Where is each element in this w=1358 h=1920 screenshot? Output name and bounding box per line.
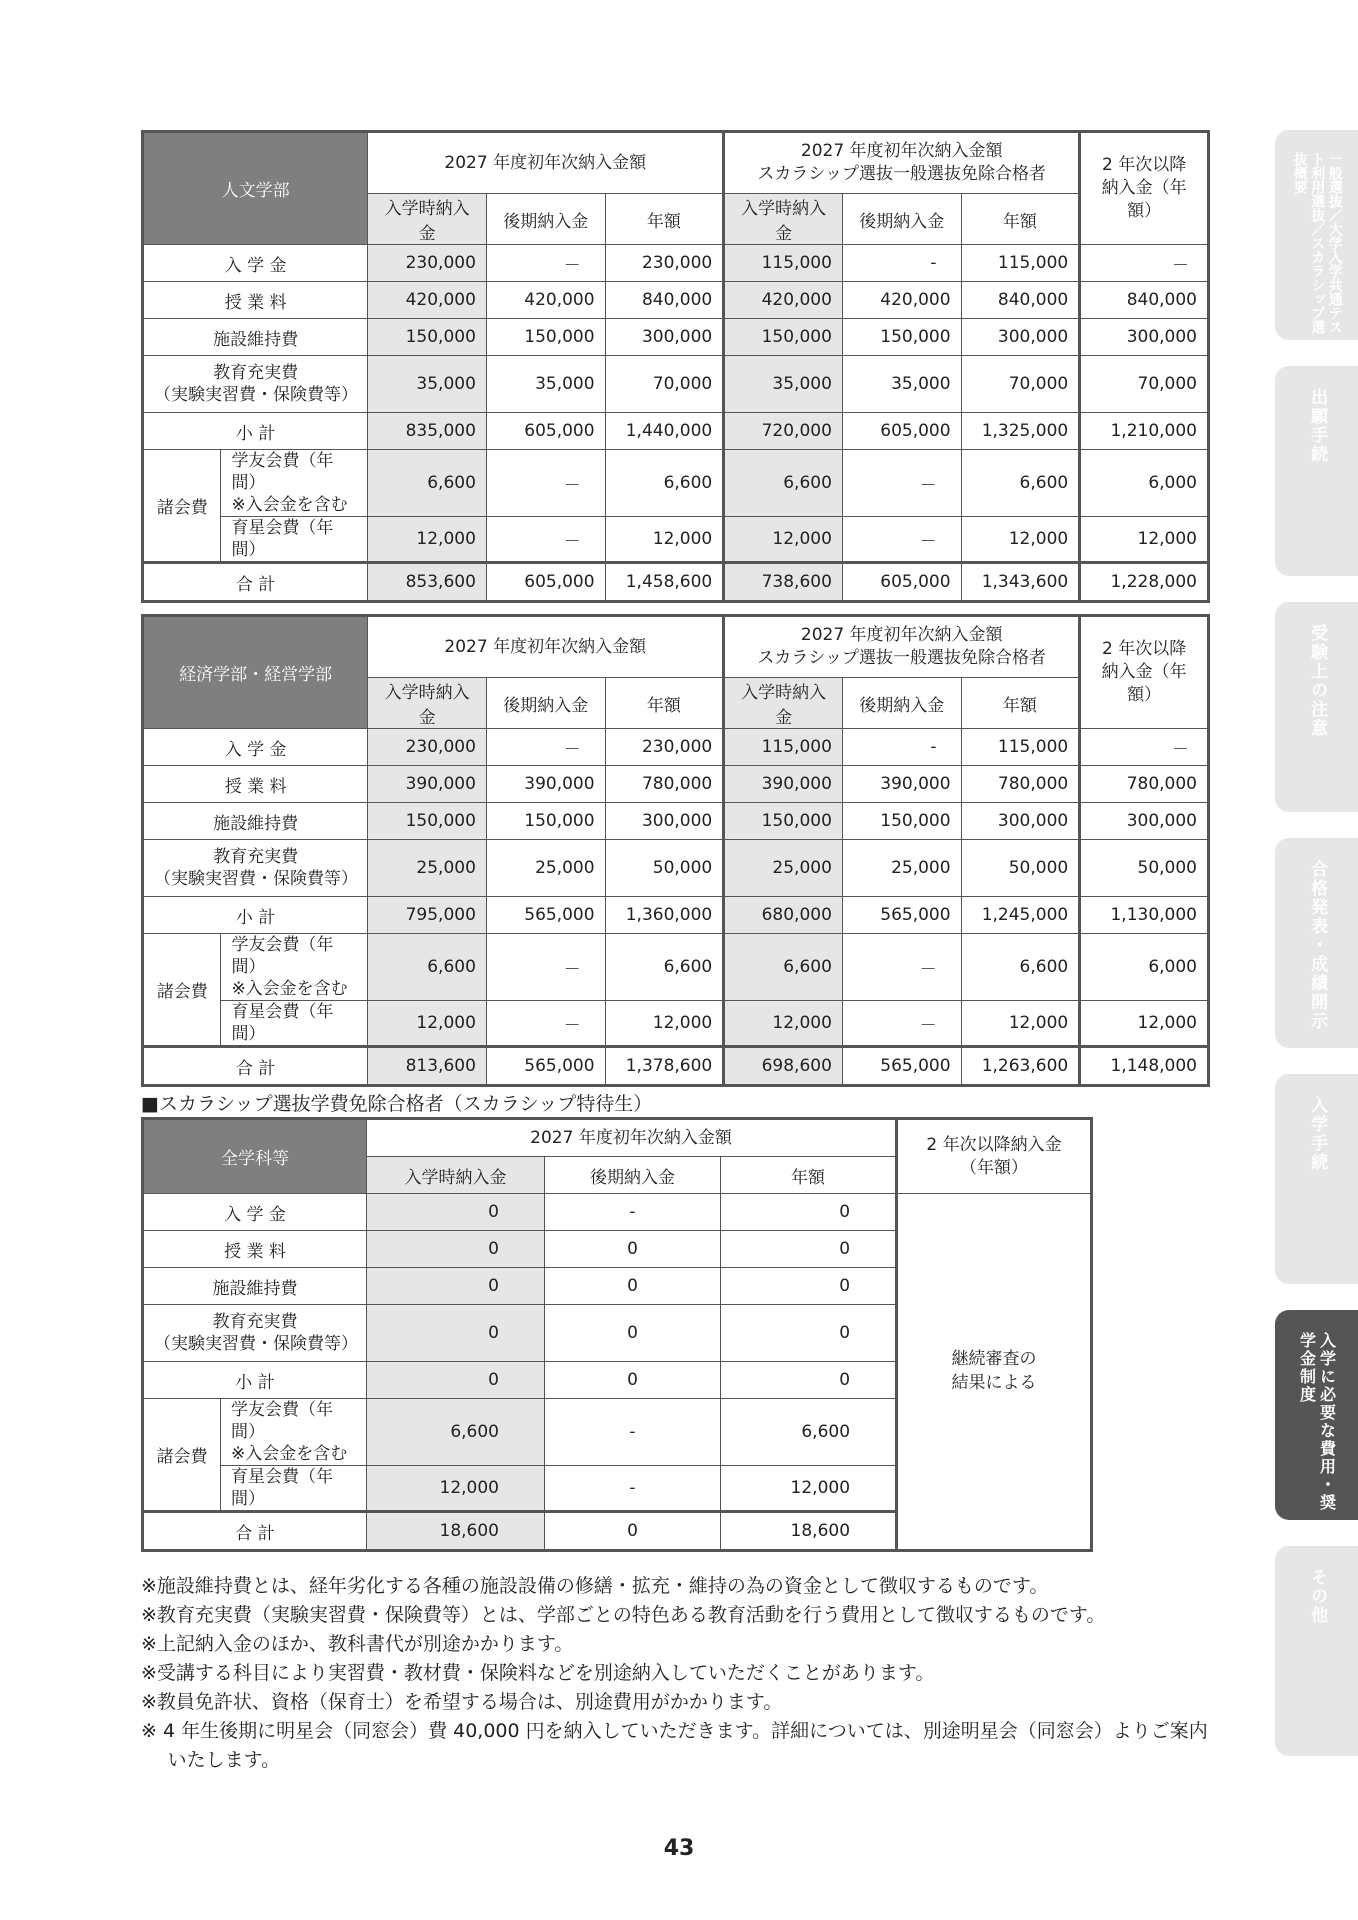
column-header: 後期納入金: [486, 678, 605, 729]
table-cell: -: [842, 245, 961, 282]
note-item: ※施設維持費とは、経年劣化する各種の施設設備の修繕・拡充・維持の為の資金として徴収するものです。: [141, 1575, 1049, 1597]
side-tab-label: 入学手続: [1307, 1096, 1328, 1172]
cell-line: 納入金（年額）: [1101, 178, 1187, 221]
table-cell: 115,000: [961, 729, 1080, 766]
row-label: 合 計: [143, 1512, 367, 1551]
table-cell: 0: [721, 1305, 897, 1362]
table-cell: 0: [545, 1231, 721, 1268]
table-cell: 565,000: [842, 897, 961, 934]
table-cell: 720,000: [724, 413, 843, 450]
table-cell: 565,000: [486, 1047, 605, 1086]
side-tab-exam-notes[interactable]: [1275, 602, 1358, 812]
cell-line: 結果による: [951, 1372, 1037, 1393]
table-cell: 12,000: [367, 1466, 545, 1512]
note-item: ※教育充実費（実験実習費・保険費等）とは、学部ごとの特色ある教育活動を行う費用として徴収するものです。: [141, 1604, 1106, 1626]
table-cell: 738,600: [724, 563, 843, 602]
column-header: 年額: [721, 1157, 897, 1194]
column-header: 入学時納入金: [367, 1157, 545, 1194]
table-cell: 1,325,000: [961, 413, 1080, 450]
table-cell: 1,458,600: [605, 563, 724, 602]
table-cell: 50,000: [605, 840, 724, 897]
table-cell: 115,000: [724, 729, 843, 766]
table-cell: －: [486, 517, 605, 563]
table-cell: 12,000: [605, 517, 724, 563]
table-cell: －: [842, 450, 961, 517]
table-cell: －: [1080, 245, 1209, 282]
table-cell: 605,000: [842, 413, 961, 450]
table-cell: －: [486, 934, 605, 1001]
dept-header: 全学科等: [143, 1119, 367, 1194]
row-label: 授 業 料: [143, 1231, 367, 1268]
side-tab-label: 入学に必要な費用・奨学金制度: [1297, 1332, 1337, 1512]
cell-line: （実験実習費・保険費等）: [154, 869, 358, 889]
table-cell: 300,000: [961, 803, 1080, 840]
table-cell: 12,000: [961, 517, 1080, 563]
scholarship-section-title: ■スカラシップ選抜学費免除合格者（スカラシップ特待生）: [141, 1093, 653, 1115]
cell-line: （年額）: [960, 1157, 1029, 1178]
table-cell: 50,000: [1080, 840, 1209, 897]
table-cell: -: [545, 1466, 721, 1512]
row-label: 施設維持費: [143, 803, 368, 840]
fee-table-humanities: [141, 130, 1210, 603]
table-cell: 6,600: [367, 1399, 545, 1466]
side-tab-application[interactable]: [1275, 366, 1358, 576]
row-label: [221, 934, 368, 1001]
row-label: 授 業 料: [143, 282, 368, 319]
table-cell: 150,000: [842, 803, 961, 840]
table-cell: 150,000: [486, 319, 605, 356]
table-cell: －: [486, 450, 605, 517]
continuation-note: [897, 1194, 1092, 1551]
dept-header: 人文学部: [143, 132, 368, 245]
side-tab-label: 一般選抜／大学入学共通テスト利用選抜／スカラシップ選抜概要: [1291, 152, 1343, 334]
table-cell: 1,263,600: [961, 1047, 1080, 1086]
table-cell: 1,343,600: [961, 563, 1080, 602]
page-number: 43: [663, 1836, 695, 1861]
column-header: 入学時納入金: [724, 678, 843, 729]
fee-table-economics: [141, 614, 1210, 1087]
table-cell: 840,000: [961, 282, 1080, 319]
fee-table-scholarship: [141, 1117, 1093, 1552]
column-header: 年額: [961, 194, 1080, 245]
cell-line: 2 年次以降納入金: [926, 1134, 1062, 1155]
table-cell: 18,600: [367, 1512, 545, 1551]
side-tab-fees-scholarship[interactable]: [1275, 1310, 1358, 1520]
table-cell: 0: [367, 1305, 545, 1362]
table-cell: 420,000: [486, 282, 605, 319]
table-cell: 795,000: [368, 897, 487, 934]
table-cell: -: [842, 729, 961, 766]
table-cell: 12,000: [724, 517, 843, 563]
table-cell: 0: [721, 1362, 897, 1399]
table-cell: 25,000: [486, 840, 605, 897]
table-cell: 853,600: [368, 563, 487, 602]
cell-line: スカラシップ選抜一般選抜免除合格者: [757, 164, 1047, 184]
table-cell: 840,000: [1080, 282, 1209, 319]
table-cell: 780,000: [605, 766, 724, 803]
table-cell: 6,600: [368, 934, 487, 1001]
side-tab-label: 受験上の注意: [1307, 624, 1328, 738]
table-cell: 25,000: [842, 840, 961, 897]
table-cell: 420,000: [842, 282, 961, 319]
side-tab-other[interactable]: [1275, 1546, 1358, 1756]
column-header: [1080, 132, 1209, 245]
table-cell: －: [486, 245, 605, 282]
column-header: [897, 1119, 1092, 1194]
cell-line: 2 年次以降: [1101, 155, 1187, 176]
table-cell: 1,360,000: [605, 897, 724, 934]
cell-line: （実験実習費・保険費等）: [154, 1334, 358, 1354]
row-label: 小 計: [143, 897, 368, 934]
table-cell: 390,000: [842, 766, 961, 803]
column-header: 後期納入金: [842, 678, 961, 729]
table-cell: 150,000: [842, 319, 961, 356]
row-label: 諸会費: [143, 934, 221, 1047]
note-item: ※受講する科目により実習費・教材費・保険料などを別途納入していただくことがあります。: [141, 1662, 935, 1684]
cell-line: 2 年次以降: [1101, 639, 1187, 660]
row-label: 授 業 料: [143, 766, 368, 803]
column-header: 後期納入金: [545, 1157, 721, 1194]
table-cell: 390,000: [486, 766, 605, 803]
column-header: 年額: [961, 678, 1080, 729]
row-label: 入 学 金: [143, 729, 368, 766]
table-cell: 390,000: [368, 766, 487, 803]
table-cell: 300,000: [1080, 319, 1209, 356]
table-cell: 605,000: [842, 563, 961, 602]
dept-header: 経済学部・経営学部: [143, 616, 368, 729]
side-tab-overview[interactable]: [1275, 130, 1358, 340]
table-cell: 1,378,600: [605, 1047, 724, 1086]
table-cell: 150,000: [486, 803, 605, 840]
row-label: 育星会費（年間）: [221, 1466, 367, 1512]
table-cell: 300,000: [605, 319, 724, 356]
note-item: ※上記納入金のほか、教科書代が別途かかります。: [141, 1633, 574, 1655]
table-cell: 115,000: [961, 245, 1080, 282]
table-cell: 115,000: [724, 245, 843, 282]
table-cell: 70,000: [961, 356, 1080, 413]
row-label: [221, 1399, 367, 1466]
table-cell: 300,000: [605, 803, 724, 840]
table-cell: 12,000: [724, 1001, 843, 1047]
table-cell: 25,000: [368, 840, 487, 897]
table-cell: 420,000: [724, 282, 843, 319]
table-cell: 150,000: [724, 319, 843, 356]
row-label: 施設維持費: [143, 1268, 367, 1305]
table-cell: 1,440,000: [605, 413, 724, 450]
side-tab-label: 合格発表・成績開示: [1307, 860, 1328, 1031]
table-cell: 12,000: [961, 1001, 1080, 1047]
cell-line: 学友会費（年間）: [231, 1400, 333, 1443]
table-cell: 0: [545, 1512, 721, 1551]
table-cell: 0: [721, 1268, 897, 1305]
table-cell: 6,000: [1080, 450, 1209, 517]
table-cell: 150,000: [368, 803, 487, 840]
table-cell: 150,000: [368, 319, 487, 356]
column-header: 入学時納入金: [368, 678, 487, 729]
row-label: [143, 356, 368, 413]
cell-line: 納入金（年額）: [1101, 662, 1187, 705]
table-cell: 12,000: [1080, 517, 1209, 563]
table-cell: 230,000: [368, 729, 487, 766]
table-cell: －: [842, 1001, 961, 1047]
side-tab-enrollment[interactable]: [1275, 1074, 1358, 1284]
table-cell: 35,000: [486, 356, 605, 413]
table-cell: 70,000: [605, 356, 724, 413]
table-cell: －: [842, 517, 961, 563]
cell-line: 教育充実費: [213, 846, 299, 867]
table-cell: 0: [367, 1362, 545, 1399]
table-cell: 6,600: [961, 934, 1080, 1001]
side-tab-label: その他: [1307, 1568, 1328, 1625]
cell-line: 学友会費（年間）: [231, 935, 334, 978]
column-header: 入学時納入金: [368, 194, 487, 245]
table-cell: 12,000: [368, 517, 487, 563]
table-cell: 0: [367, 1268, 545, 1305]
cell-line: スカラシップ選抜一般選抜免除合格者: [757, 648, 1047, 668]
table-cell: 390,000: [724, 766, 843, 803]
table-cell: 1,228,000: [1080, 563, 1209, 602]
note-item: ※教員免許状、資格（保育士）を希望する場合は、別途費用がかかります。: [141, 1691, 783, 1713]
row-label: [221, 450, 368, 517]
cell-line: ※入会金を含む: [231, 979, 348, 1000]
cell-line: （実験実習費・保険費等）: [154, 385, 358, 405]
table-cell: －: [842, 934, 961, 1001]
table-cell: 70,000: [1080, 356, 1209, 413]
table-cell: 230,000: [368, 245, 487, 282]
table-cell: 565,000: [486, 897, 605, 934]
cell-line: ※入会金を含む: [231, 495, 348, 516]
table-cell: 6,600: [724, 934, 843, 1001]
table-cell: 50,000: [961, 840, 1080, 897]
notes: [141, 1572, 1221, 1775]
table-cell: －: [486, 1001, 605, 1047]
table-cell: 6,600: [605, 450, 724, 517]
column-group-header: [724, 616, 1080, 678]
table-cell: 698,600: [724, 1047, 843, 1086]
table-cell: 0: [721, 1231, 897, 1268]
table-cell: -: [545, 1194, 721, 1231]
table-cell: 230,000: [605, 245, 724, 282]
table-cell: 6,600: [368, 450, 487, 517]
table-cell: 0: [367, 1194, 545, 1231]
cell-line: 教育充実費: [213, 362, 299, 383]
column-header: 後期納入金: [486, 194, 605, 245]
table-cell: 1,148,000: [1080, 1047, 1209, 1086]
table-cell: 6,600: [721, 1399, 897, 1466]
table-cell: 300,000: [961, 319, 1080, 356]
table-cell: 780,000: [1080, 766, 1209, 803]
column-header: 後期納入金: [842, 194, 961, 245]
table-cell: 12,000: [368, 1001, 487, 1047]
cell-line: 継続審査の: [951, 1348, 1037, 1369]
table-cell: 680,000: [724, 897, 843, 934]
cell-line: ※入会金を含む: [231, 1444, 348, 1465]
cell-line: 学友会費（年間）: [231, 451, 334, 494]
table-cell: 25,000: [724, 840, 843, 897]
row-label: 入 学 金: [143, 245, 368, 282]
table-cell: 835,000: [368, 413, 487, 450]
table-cell: 565,000: [842, 1047, 961, 1086]
table-cell: 300,000: [1080, 803, 1209, 840]
table-cell: 0: [721, 1194, 897, 1231]
row-label: 小 計: [143, 413, 368, 450]
table-cell: 35,000: [724, 356, 843, 413]
table-cell: 12,000: [605, 1001, 724, 1047]
table-cell: －: [486, 729, 605, 766]
table-cell: 0: [367, 1231, 545, 1268]
table-cell: 6,000: [1080, 934, 1209, 1001]
cell-line: 教育充実費: [212, 1311, 298, 1332]
column-group-header: 2027 年度初年次納入金額: [368, 132, 724, 194]
row-label: 小 計: [143, 1362, 367, 1399]
row-label: 諸会費: [143, 1399, 221, 1512]
table-cell: 230,000: [605, 729, 724, 766]
table-cell: 12,000: [721, 1466, 897, 1512]
row-label: [143, 1305, 367, 1362]
row-label: 入 学 金: [143, 1194, 367, 1231]
table-cell: 18,600: [721, 1512, 897, 1551]
table-cell: 780,000: [961, 766, 1080, 803]
table-cell: 0: [545, 1268, 721, 1305]
column-header: [1080, 616, 1209, 729]
table-cell: 813,600: [368, 1047, 487, 1086]
row-label: 育星会費（年間）: [221, 517, 368, 563]
table-cell: 12,000: [1080, 1001, 1209, 1047]
row-label: 合 計: [143, 563, 368, 602]
table-cell: 605,000: [486, 413, 605, 450]
column-group-header: [724, 132, 1080, 194]
table-cell: 35,000: [368, 356, 487, 413]
table-cell: 6,600: [724, 450, 843, 517]
table-cell: 1,210,000: [1080, 413, 1209, 450]
table-cell: 0: [545, 1362, 721, 1399]
table-cell: 6,600: [605, 934, 724, 1001]
table-cell: 605,000: [486, 563, 605, 602]
cell-line: 2027 年度初年次納入金額: [800, 141, 1003, 162]
column-header: 年額: [605, 194, 724, 245]
column-group-header: 2027 年度初年次納入金額: [367, 1119, 897, 1157]
table-cell: 420,000: [368, 282, 487, 319]
side-tab-label: 出願手続: [1307, 388, 1328, 464]
column-header: 年額: [605, 678, 724, 729]
table-cell: －: [1080, 729, 1209, 766]
table-cell: 840,000: [605, 282, 724, 319]
table-cell: 35,000: [842, 356, 961, 413]
row-label: 合 計: [143, 1047, 368, 1086]
table-cell: 1,130,000: [1080, 897, 1209, 934]
row-label: 諸会費: [143, 450, 221, 563]
note-item: ※ 4 年生後期に明星会（同窓会）費 40,000 円を納入していただきます。詳細については、別途明星会（同窓会）よりご案内いたします。: [141, 1720, 1208, 1771]
row-label: [143, 840, 368, 897]
cell-line: 2027 年度初年次納入金額: [800, 625, 1003, 646]
table-cell: 1,245,000: [961, 897, 1080, 934]
table-cell: 150,000: [724, 803, 843, 840]
row-label: 育星会費（年間）: [221, 1001, 368, 1047]
side-tab-results[interactable]: [1275, 838, 1358, 1048]
row-label: 施設維持費: [143, 319, 368, 356]
column-header: 入学時納入金: [724, 194, 843, 245]
table-cell: 6,600: [961, 450, 1080, 517]
column-group-header: 2027 年度初年次納入金額: [368, 616, 724, 678]
table-cell: -: [545, 1399, 721, 1466]
table-cell: 0: [545, 1305, 721, 1362]
